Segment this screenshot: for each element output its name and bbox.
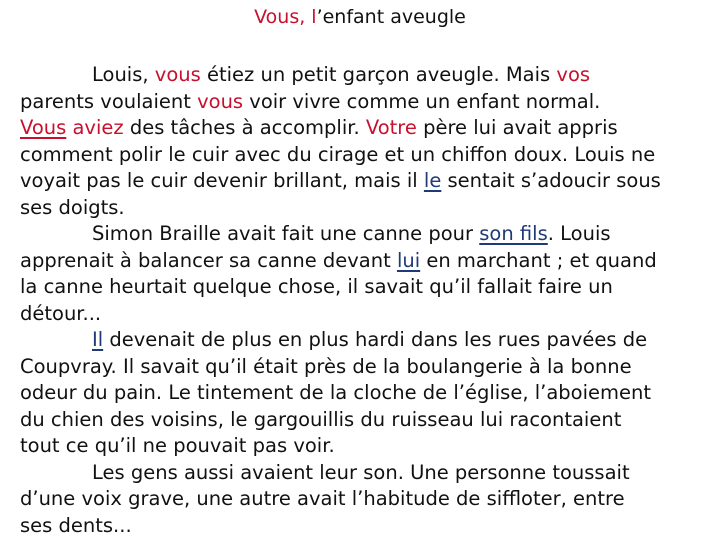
text-segment: des tâches à accomplir. [123,116,366,139]
highlighted-word: aviez [72,116,124,139]
text-segment: Louis, [92,63,155,86]
highlighted-word: lui [396,248,421,272]
text-segment: Coupvray. Il savait qu’il était près de la boulangerie à la bonne [20,354,632,378]
text-segment: tout ce qu’il ne pouvait pas voir. [20,434,335,457]
page-title [0,4,720,30]
text-segment: étiez un petit garçon aveugle. Mais [200,63,557,86]
text-line [20,195,710,222]
text-line [20,513,710,540]
text-segment: odeur du pain. Le tintement de la cloche de l’église, l’aboiement [20,381,652,404]
text-line [20,460,710,487]
title-highlight: Vous, l [254,6,317,28]
text-segment: devenait de plus en plus hardi dans les rues pavées de [103,328,648,351]
highlighted-word: Il [92,328,104,351]
text-segment: du chien des voisins, le gargouillis du ruisseau lui racontaient [20,407,622,431]
highlighted-word: vous [154,63,201,86]
text-line [20,221,710,248]
text-line [20,115,710,142]
text-line [20,354,710,381]
text-line [20,248,710,275]
text-line [20,407,710,434]
highlighted-word: Vous [20,116,67,139]
highlighted-word: le [423,169,442,192]
title-rest: ’enfant aveugle [316,6,466,28]
text-segment: d’une voix grave, une autre avait l’habitude de siffloter, entre [20,487,625,510]
text-segment: apprenait à balancer sa canne devant [20,248,397,272]
text-line [20,327,710,354]
text-body [20,62,710,539]
text-segment: ses dents... [20,513,132,537]
text-segment: Simon Braille avait fait une canne pour [92,222,480,245]
text-segment: comment polir le cuir avec du cirage et un chiffon doux. Louis ne [20,142,656,166]
text-segment: détour... [20,301,102,325]
text-segment: parents voulaient [20,89,198,113]
highlighted-word: vos [556,63,591,86]
highlighted-word: vous [197,89,244,113]
text-segment: la canne heurtait quelque chose, il savait qu’il fallait faire un [20,275,613,298]
text-line [20,89,710,116]
text-segment: en marchant ; et quand [420,248,657,272]
text-line [20,168,710,195]
text-line [20,486,710,513]
text-line [20,301,710,328]
text-segment: père lui avait appris [416,116,618,139]
text-line [20,433,710,460]
text-segment: voir vivre comme un enfant normal. [243,89,601,113]
highlighted-word: son fils [479,222,548,245]
text-segment: ses doigts. [20,195,125,219]
text-line [20,380,710,407]
text-line [20,62,710,89]
text-segment: voyait pas le cuir devenir brillant, mais il [20,169,424,192]
highlighted-word: Votre [365,116,417,139]
text-line [20,274,710,301]
text-line [20,142,710,169]
text-segment: Les gens aussi avaient leur son. Une personne toussait [92,460,630,484]
text-segment: . Louis [547,222,611,245]
text-segment: sentait s’adoucir sous [441,169,661,192]
